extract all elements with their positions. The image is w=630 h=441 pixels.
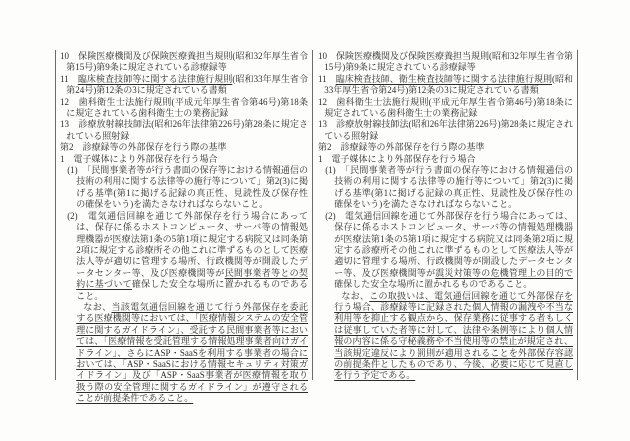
text-run: 10 保険医療機関及び保険医療養担当規則(昭和32年厚生省令第15号)第9条に規定されている診療録等: [60, 51, 308, 73]
underlined-text: 臨床検査技師、衛生検査技師等に関する法律施行規則: [335, 73, 552, 84]
paragraph: [318, 97, 573, 120]
paragraph: [60, 119, 308, 142]
text-run: なお、: [83, 301, 112, 312]
paragraph: [60, 142, 308, 153]
underlined-text: 当該電気通信回線を通じて行う外部保存を委託する医療機関等においては、「医療情報システムの安全管理に関するガイドライン」、受託する民間事業者等においては、「医療情報を受託管理する情報処理事業者向けガイドライン」、さらにASP・SaaSを利用する事業者の場合においては、「ASP・SaaSにおける情報セキュリティ対策ガイドライン」及び「ASP・SaaS事業者が医療情報を取り扱う際の安全管理に関するガイドライン」が遵守されることが前提条件であること。: [76, 301, 308, 404]
text-run: (昭和33年厚生省令第24号)第12条の3に規定されている書類: [66, 73, 308, 96]
column-divider-rule: [312, 50, 313, 380]
paragraph: [60, 165, 308, 211]
left-border-rule: [55, 50, 56, 380]
text-run: 1 電子媒体により外部保存を行う場合: [60, 153, 218, 164]
paragraph: [318, 291, 573, 382]
text-run: なお、: [341, 290, 370, 301]
text-run: 確保した安全な場所に置かれるものであること。: [76, 279, 308, 301]
comparison-column-left: [60, 51, 308, 405]
paragraph: [60, 97, 308, 120]
text-run: 12 歯科衛生士法施行規則(平成元年厚生省令第46号)第18条に規定されている歯科衛生士の業務記録: [60, 96, 308, 119]
paragraph: [60, 51, 308, 74]
text-run: (1) 「民間事業者等が行う書面の保存等における情報通信の技術の利用に関する法律等の施行等について」第2(3)に掲げる基準(第1に掲げる記録の真正性、見読性及び保存性の確保をいう)を満たさなければならないこと。: [67, 165, 308, 210]
text-run: 11: [60, 73, 78, 84]
paragraph: [60, 302, 308, 405]
underlined-text: 民間事業者等との契約に基づいて: [76, 267, 308, 290]
text-run: 10 保険医療機関及び保険医療養担当規則(昭和32年厚生省令第15号)第9条に規定されている診療録等: [318, 51, 573, 73]
text-run: (1) 「民間事業者等が行う書面の保存等における情報通信の技術の利用に関する法律等の施行等について」第2(3)に掲げる基準(第1に掲げる記録の真正性、見読性及び保存性の確保をいう)を満たさなければならないこと。: [325, 165, 573, 210]
paragraph: [60, 211, 308, 302]
text-run: (2) 電気通信回線を通じて外部保存を行う場合にあっては、保存に係るホストコンピュータ、サーバ等の情報処理機器が医療法第1条の5第1項に規定する病院又は同条第2項に規定する診療所その他これに準ずるものとして医療法人等が適切に管理する場所、行政機関等が開設したデータセンター等、及び医療機関等が: [67, 210, 308, 278]
right-border-rule: [577, 50, 578, 380]
paragraph: [60, 154, 308, 165]
text-run: 11: [318, 73, 336, 84]
text-run: 第2 診療録等の外部保存を行う際の基準: [318, 142, 485, 153]
paragraph: [60, 74, 308, 97]
paragraph: [318, 165, 573, 211]
comparison-column-right: [318, 51, 573, 382]
text-run: 確保した安全な場所に置かれるものであること。: [334, 279, 533, 290]
text-run: 第2 診療録等の外部保存を行う際の基準: [60, 142, 227, 153]
paragraph: [318, 154, 573, 165]
underlined-text: この取扱いは、電気通信回線を通じて外部保存を行う場合、診療録等に記録された個人情報の漏洩や不当な利用等を抑止する観点から、保存業務に従事する者もしくは従事していた者等に対して、法律や条例等により個人情報の内容に係る守秘義務や不当使用等の禁止が規定され、当該規定違反により罰則が適用されることを外部保存容認の前提条件としたものであり、今後、必要に応じて見直しを行う予定である。: [334, 290, 573, 381]
paragraph: [318, 74, 573, 97]
underlined-text: 震災対策等の危機管理上の目的で: [435, 267, 573, 278]
text-run: (昭和33年厚生省令第24号)第12条の3に規定されている書類: [324, 73, 574, 96]
text-run: 13 診療放射線技師法(昭和26年法律第226号)第28条に規定されている照射録: [318, 119, 573, 141]
text-run: 12 歯科衛生士法施行規則(平成元年厚生省令第46号)第18条に規定されている歯科衛生士の業務記録: [318, 96, 573, 119]
text-run: 1 電子媒体により外部保存を行う場合: [318, 153, 476, 164]
paragraph: [318, 211, 573, 291]
paragraph: [318, 142, 573, 153]
paragraph: [318, 51, 573, 74]
paragraph: [318, 119, 573, 142]
underlined-text: 臨床検査技師等に関する法律施行規則: [77, 73, 233, 84]
text-run: (2) 電気通信回線を通じて外部保存を行う場合にあっては、保存に係るホストコンピュータ、サーバ等の情報処理機器が医療法第1条の5第1項に規定する病院又は同条第2項に規定する診療所その他これに準ずるものとして医療法人等が適切に管理する場所、行政機関等が開設したデータセンター等、及び医療機関等が: [325, 210, 573, 278]
text-run: 13 診療放射線技師法(昭和26年法律第226号)第28条に規定されている照射録: [60, 119, 308, 141]
